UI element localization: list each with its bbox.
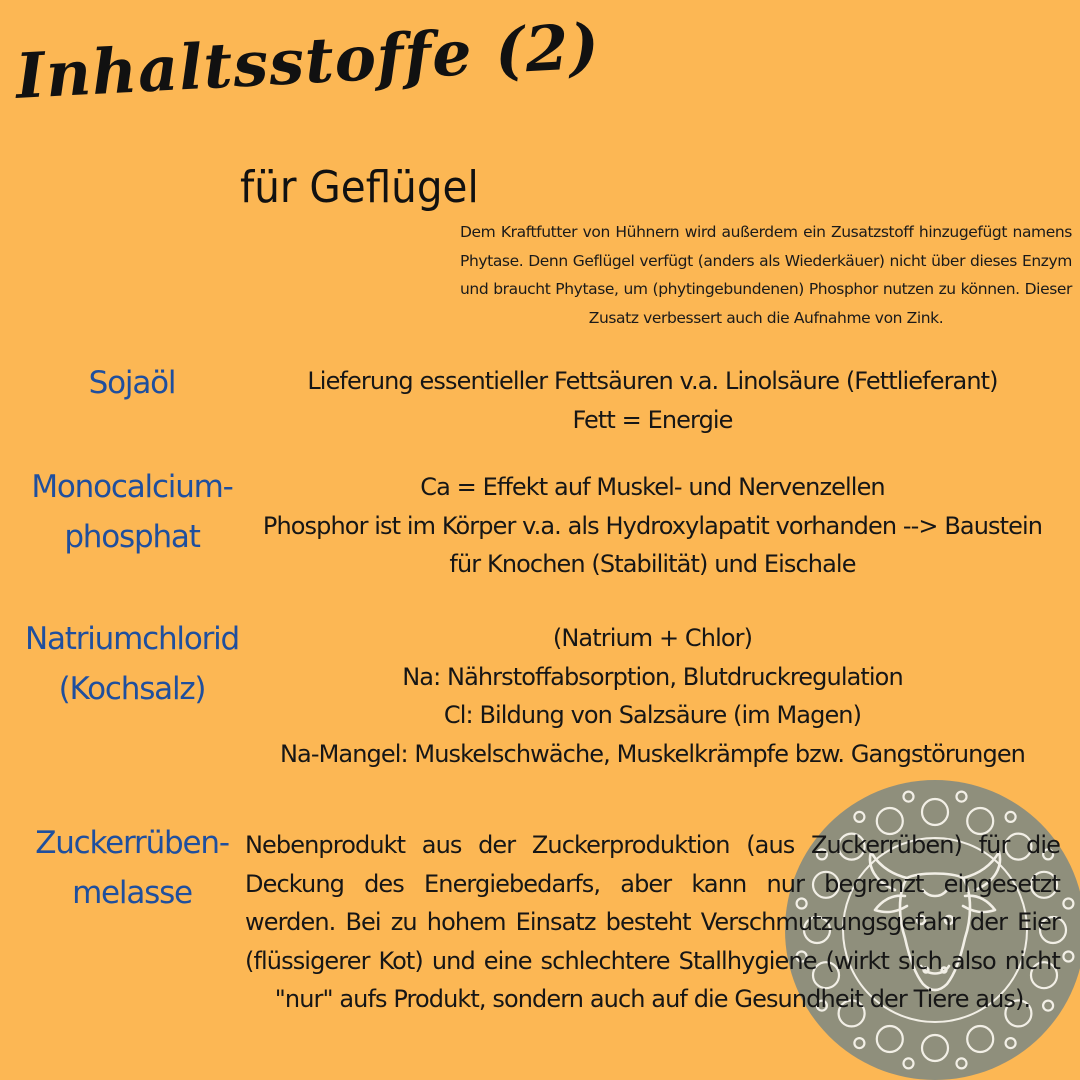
desc-line: Fett = Energie	[572, 405, 733, 434]
term-line: Sojaöl	[88, 365, 176, 401]
term-zuckerruebenmelasse	[12, 818, 252, 918]
desc-line: Phosphor ist im Körper v.a. als Hydroxylapatit vorhanden --> Baustein für Knochen (Stabilität) und Eischale	[262, 511, 1043, 578]
desc-line: Nebenprodukt aus der Zuckerproduktion (aus Zuckerrüben) für die Deckung des Energiebedarfs, aber kann nur begrenzt eingesetzt werden. Bei zu hohem Einsatz besteht Verschmutzungsgefahr der Eier (flüssigerer Kot) und eine schlechtere Stallhygiene (wirkt sich also nicht "nur" aufs Produkt, sondern auch auf die Gesundheit der Tiere aus).	[245, 831, 1060, 1013]
page-title: Inhaltsstoffe (2)	[14, 9, 602, 113]
desc-line: Lieferung essentieller Fettsäuren v.a. Linolsäure (Fettlieferant)	[307, 367, 998, 395]
desc-line: Ca = Effekt auf Muskel- und Nervenzellen	[420, 473, 885, 501]
page-subtitle: für Geflügel	[240, 162, 479, 213]
desc-natriumchlorid	[245, 619, 1060, 773]
desc-line: Cl: Bildung von Salzsäure (im Magen)	[443, 701, 862, 729]
term-line: Natriumchlorid	[24, 621, 240, 657]
intro-text: Dem Kraftfutter von Hühnern wird außerdem ein Zusatzstoff hinzugefügt namens Phytase. Denn Geflügel verfügt (anders als Wiederkäuer) nicht über dieses Enzym und braucht Phytase, um (phytingebundenen) Phosphor nutzen zu können. Dieser Zusatz verbessert auch die Aufnahme von Zink.	[460, 223, 1072, 327]
term-line: Monocalcium-	[31, 469, 233, 505]
desc-sojaoel	[245, 362, 1060, 439]
desc-line: Na: Nährstoffabsorption, Blutdruckregulation	[402, 662, 903, 691]
desc-zuckerruebenmelasse	[245, 826, 1060, 1019]
term-line: phosphat	[64, 519, 200, 555]
term-line: (Kochsalz)	[58, 671, 206, 707]
desc-line: (Natrium + Chlor)	[552, 624, 753, 652]
term-natriumchlorid	[12, 614, 252, 714]
desc-monocalciumphosphat	[245, 468, 1060, 584]
term-monocalciumphosphat	[12, 462, 252, 562]
desc-line: Na-Mangel: Muskelschwäche, Muskelkrämpfe bzw. Gangstörungen	[280, 739, 1025, 768]
term-line: Zuckerrüben-	[35, 825, 229, 861]
term-sojaoel	[12, 358, 252, 408]
term-line: melasse	[72, 875, 192, 911]
